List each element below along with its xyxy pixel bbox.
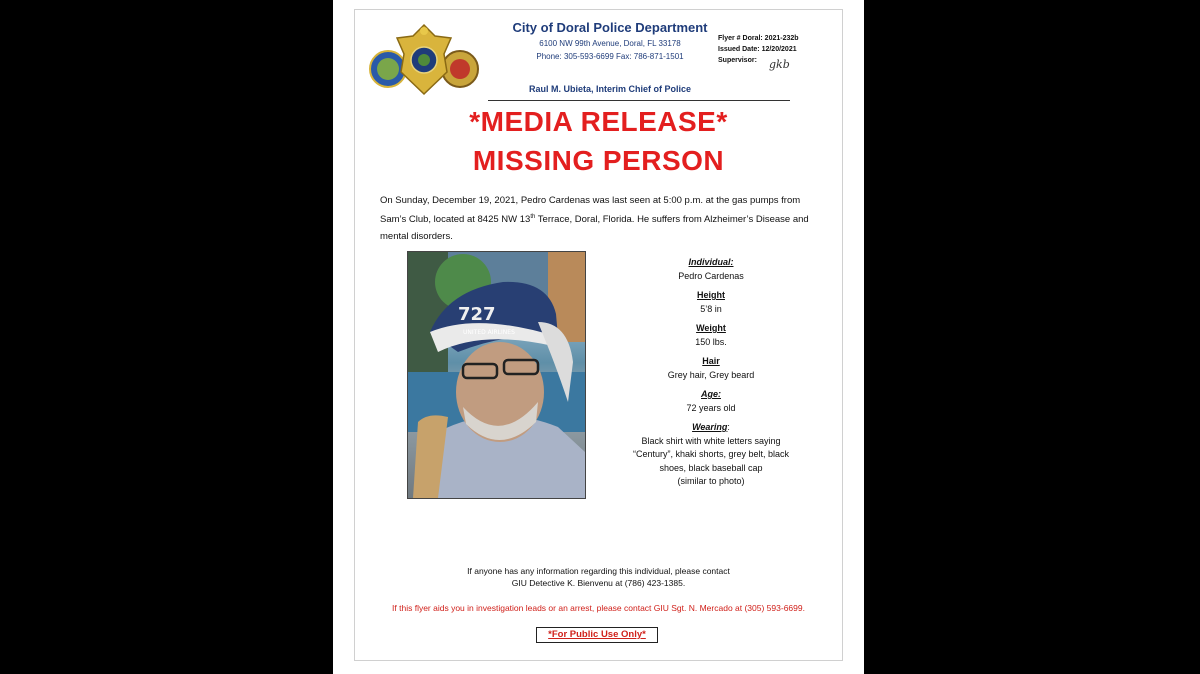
cap-logo-text: UNITED AIRLINES bbox=[463, 329, 515, 336]
flyer-page bbox=[333, 0, 864, 674]
individual-label: Individual: bbox=[688, 257, 734, 267]
investigation-leads-note: If this flyer aids you in investigation leads or an arrest, please contact GIU Sgt. N. Mercado at (305) 593-6699. bbox=[392, 603, 805, 613]
wearing-line-4: (similar to photo) bbox=[677, 476, 745, 486]
contact-line-1: If anyone has any information regarding this individual, please contact bbox=[467, 566, 730, 576]
wearing-heading bbox=[601, 421, 821, 435]
hair-label: Hair bbox=[702, 356, 720, 366]
age-value: 72 years old bbox=[686, 402, 736, 413]
wearing-line-2: “Century”, khaki shorts, grey belt, black bbox=[632, 449, 790, 459]
incident-description bbox=[380, 192, 825, 245]
department-name: City of Doral Police Department bbox=[512, 20, 708, 35]
flyer-number: Flyer # Doral: 2021-232b bbox=[718, 35, 799, 42]
missing-person-title: MISSING PERSON bbox=[472, 145, 725, 176]
height-label: Height bbox=[697, 290, 725, 300]
public-use-text: *For Public Use Only* bbox=[548, 629, 646, 640]
supervisor-signature: gkb bbox=[769, 58, 790, 71]
issued-date: Issued Date: 12/20/2021 bbox=[718, 46, 797, 53]
portrait-illustration bbox=[408, 252, 585, 498]
supervisor-label: Supervisor: bbox=[718, 57, 757, 64]
weight-label: Weight bbox=[696, 323, 726, 333]
individual-value: Pedro Cardenas bbox=[678, 270, 744, 281]
intro-superscript: th bbox=[530, 214, 536, 220]
weight-value: 150 lbs. bbox=[695, 336, 727, 347]
wearing-label: Wearing bbox=[692, 422, 728, 432]
wearing-line-3: shoes, black baseball cap bbox=[659, 462, 763, 473]
public-use-badge bbox=[536, 627, 658, 643]
contact-line-2: GIU Detective K. Bienvenu at (786) 423-1385. bbox=[511, 578, 686, 588]
height-value: 5’8 in bbox=[700, 303, 722, 314]
age-label: Age: bbox=[701, 389, 721, 399]
department-phone: Phone: 305-593-6699 Fax: 786-871-1501 bbox=[536, 52, 684, 61]
contact-info bbox=[333, 565, 864, 589]
missing-person-photo bbox=[407, 251, 586, 499]
chief-of-police: Raul M. Ubieta, Interim Chief of Police bbox=[528, 84, 692, 94]
svg-text:727: 727 bbox=[458, 304, 496, 325]
intro-part-1: On Sunday, December 19, 2021, Pedro Cardenas was last seen at 5:00 p.m. at the gas pumps from Sam’s Club, located at 8425 NW 13 bbox=[380, 195, 801, 226]
media-release-title: *MEDIA RELEASE* bbox=[469, 106, 728, 137]
person-details bbox=[601, 256, 821, 489]
hair-value: Grey hair, Grey beard bbox=[667, 369, 755, 380]
police-seals-logo bbox=[369, 22, 479, 98]
wearing-line-1: Black shirt with white letters saying bbox=[641, 435, 781, 446]
wearing-colon: : bbox=[727, 422, 730, 432]
department-address: 6100 NW 99th Avenue, Doral, FL 33178 bbox=[539, 39, 681, 48]
intro-part-2: Terrace, Doral, Florida. He suffers from Alzheimer’s Disease and mental disorders. bbox=[380, 214, 809, 243]
header-divider bbox=[488, 100, 790, 101]
